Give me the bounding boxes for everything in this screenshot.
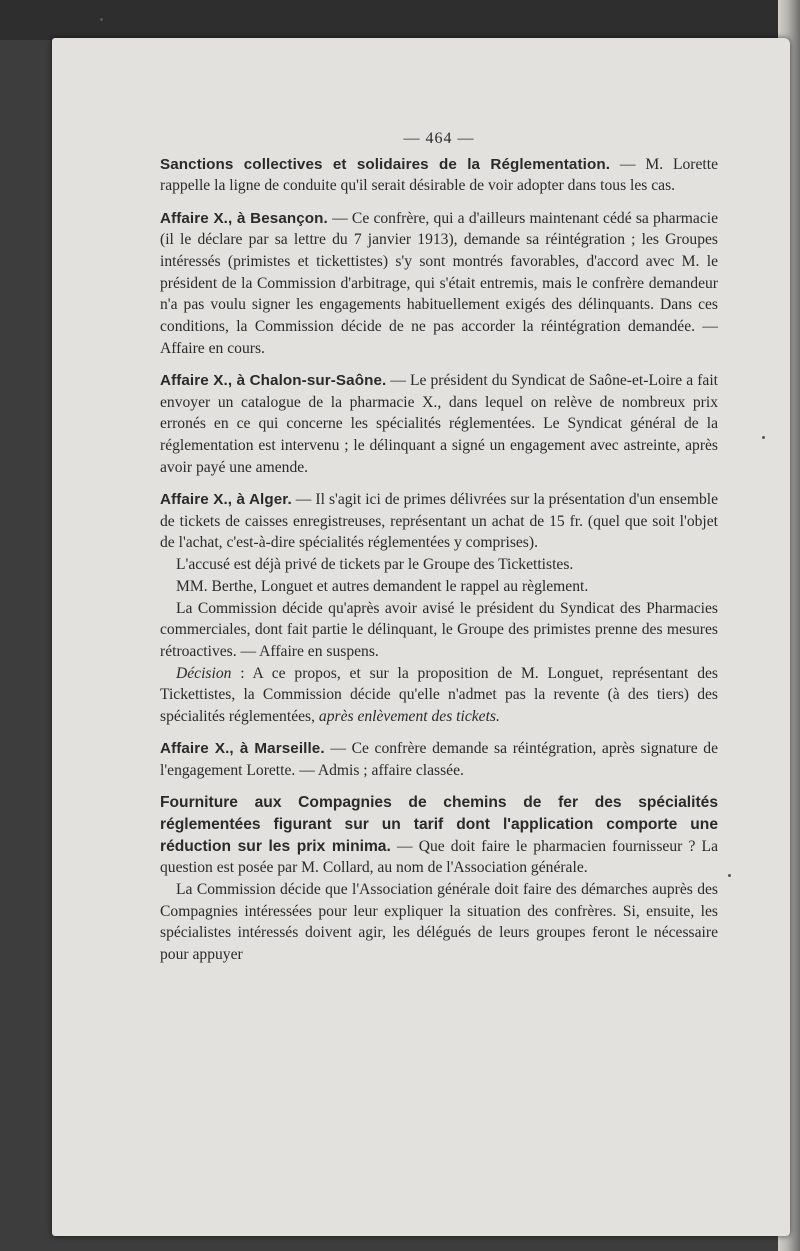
section-chalon <box>160 370 718 479</box>
speck <box>100 18 103 21</box>
section-heading: Affaire X., à Chalon-sur-Saône. <box>160 372 387 390</box>
speck <box>728 874 731 877</box>
decision-label: Décision <box>176 664 232 682</box>
section-marseille <box>160 738 718 781</box>
section-alger <box>160 489 718 554</box>
paragraph: L'accusé est déjà privé de tickets par le Groupe des Tickettistes. <box>176 556 574 574</box>
page-number: — 464 — <box>403 130 475 147</box>
page-content <box>160 128 718 966</box>
decision-italic: après enlèvement des tickets. <box>318 708 500 726</box>
decision-paragraph <box>160 663 718 728</box>
section-heading: Affaire X., à Besançon. <box>160 209 328 227</box>
section-body: — Le président du Syndicat de Saône-et-Loire a fait envoyer un catalogue de la pharmacie X., dans lequel on relève de nombreux prix erronés en ce qui concerne les spécialités réglementées. Le Syndicat général de la réglementation est intervenu ; le délinquant a signé un engagement avec astreinte, après avoir payé une amende. <box>160 372 718 476</box>
scan-backdrop <box>0 0 800 40</box>
section-chemins-de-fer <box>160 792 718 879</box>
section-body: — Ce confrère demande sa réintégration, après signature de l'engagement Lorette. — Admis ; affaire classée. <box>160 740 718 779</box>
section-heading: Fourniture aux Compagnies de chemins de fer des spécialités réglementées figurant sur un tarif dont l'application comporte une réduction sur les prix minima. <box>160 794 718 855</box>
paragraph: MM. Berthe, Longuet et autres demandent le rappel au règlement. <box>176 577 589 595</box>
section-body: — M. Lorette rappelle la ligne de conduite qu'il serait désirable de voir adopter dans tous les cas. <box>160 155 718 195</box>
speck <box>762 436 765 439</box>
decision-text: : A ce propos, et sur la proposition de M. Longuet, représentant des Tickettistes, la Commission décide qu'elle n'admet pas la revente (à des tiers) des spécialités réglementées, <box>160 664 718 726</box>
paragraph: La Commission décide qu'après avoir avisé le président du Syndicat des Pharmacies commerciales, dont fait partie le délinquant, le Groupe des primistes prenne des mesures rétroactives. — Affaire en suspens. <box>160 599 718 660</box>
section-body: — Il s'agit ici de primes délivrées sur la présentation d'un ensemble de tickets de caisses enregistreuses, représentant un achat de 15 fr. (quel que soit l'objet de l'achat, c'est-à-dire spécialités réglementées y comprises). <box>160 491 718 552</box>
section-sanctions <box>160 154 718 197</box>
section-body: — Que doit faire le pharmacien fournisseur ? La question est posée par M. Collard, au nom de l'Association générale. <box>160 837 718 877</box>
section-heading: Affaire X., à Alger. <box>160 491 292 509</box>
section-body: — Ce confrère, qui a d'ailleurs maintenant cédé sa pharmacie (il le déclare par sa lettre du 7 janvier 1913), demande sa réintégration ; les Groupes intéressés (primistes et tickettistes) s'y sont montrés favorables, d'accord avec M. le président de la Commission d'arbitrage, qui s'était entremis, mais le confrère demandeur n'a pas voulu signer les engagements habituellement exigés des délinquants. Dans ces conditions, la Commission décide de ne pas accorder la réintégration demandée. — Affaire en cours. <box>160 209 718 357</box>
section-besancon <box>160 208 718 360</box>
section-heading: Affaire X., à Marseille. <box>160 740 325 758</box>
paragraph: La Commission décide que l'Association générale doit faire des démarches auprès des Compagnies intéressées pour leur expliquer la situation des confrères. Si, ensuite, les spécialistes intéressés doivent agir, les délégués de leurs groupes feront le nécessaire pour appuyer <box>160 881 718 964</box>
section-heading: Sanctions collectives et solidaires de la Réglementation. <box>160 155 611 173</box>
